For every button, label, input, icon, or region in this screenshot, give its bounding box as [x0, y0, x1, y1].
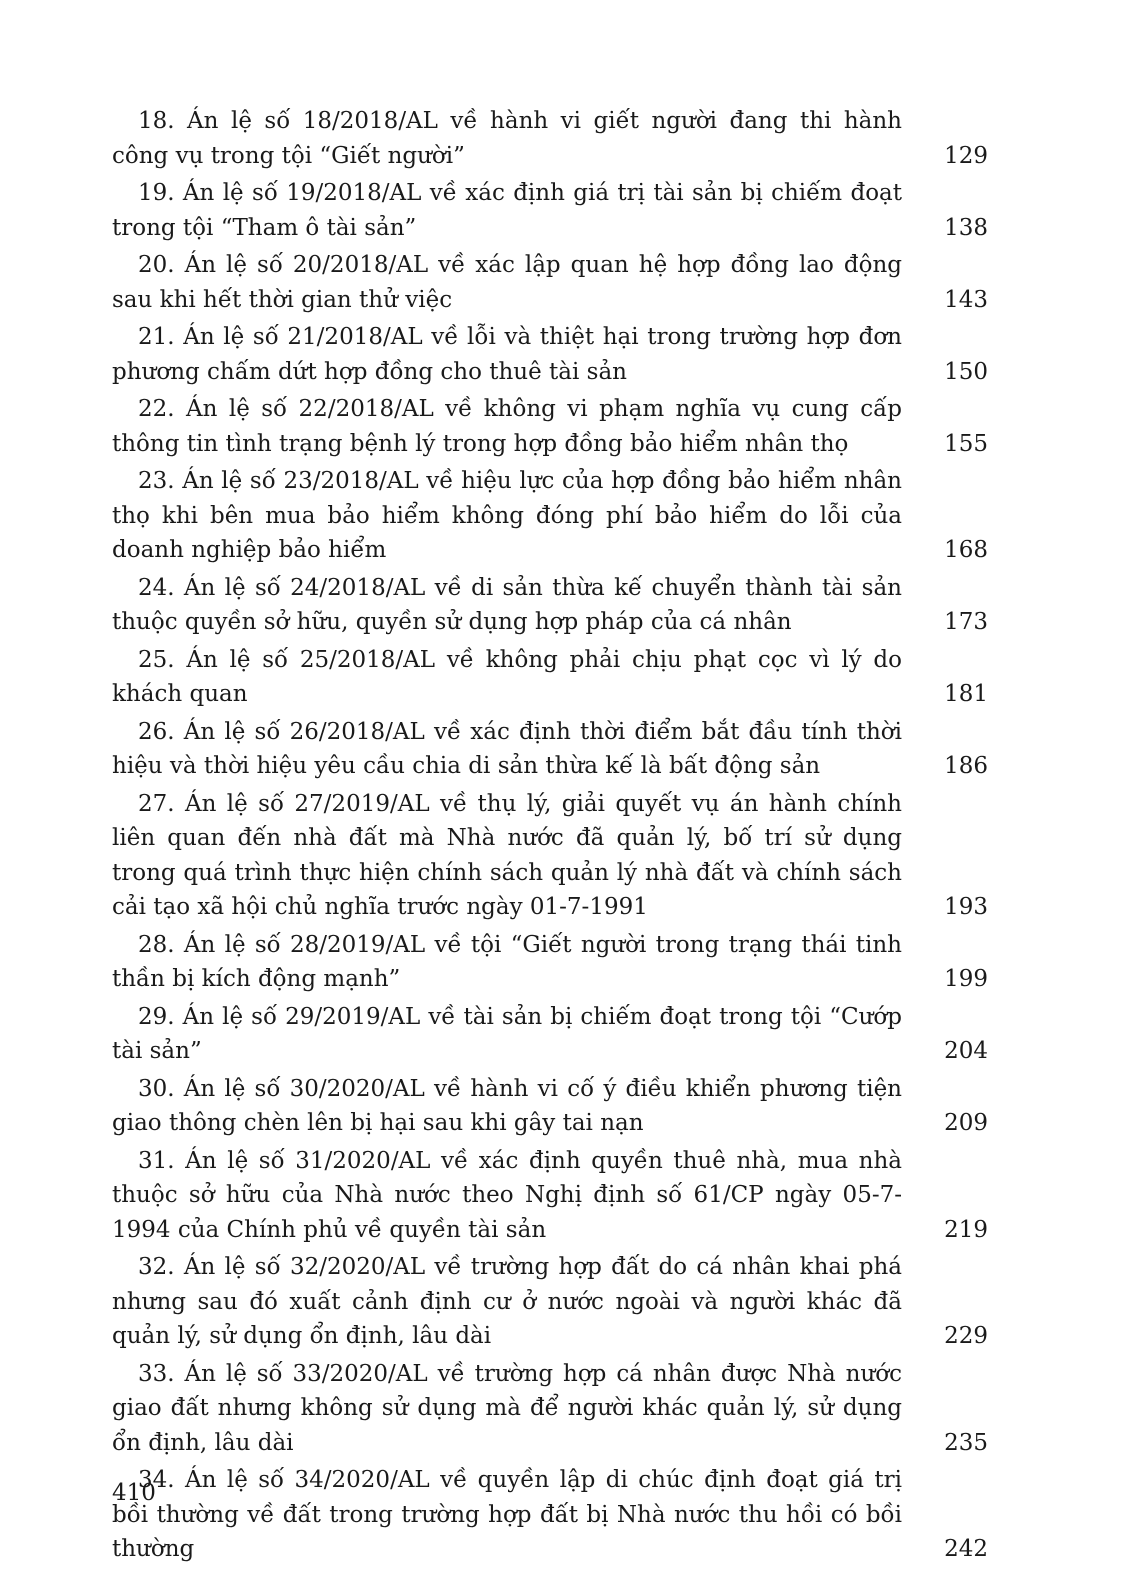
toc-entry	[112, 176, 988, 245]
toc-entry	[112, 104, 988, 173]
toc-entry-title: 33. Án lệ số 33/2020/AL về trường hợp cá nhân được Nhà nước giao đất nhưng không sử dụng mà để người khác quản lý, sử dụng ổn định, lâu dài	[112, 1360, 902, 1456]
toc-entry-page: 235	[944, 1429, 988, 1456]
toc-entry	[112, 464, 988, 568]
toc-entry-title: 26. Án lệ số 26/2018/AL về xác định thời điểm bắt đầu tính thời hiệu và thời hiệu yêu cầu chia di sản thừa kế là bất động sản	[112, 718, 902, 779]
toc-entry	[112, 1250, 988, 1354]
toc-entry-page: 155	[944, 430, 988, 457]
toc-entry-title: 22. Án lệ số 22/2018/AL về không vi phạm nghĩa vụ cung cấp thông tin tình trạng bệnh lý trong hợp đồng bảo hiểm nhân thọ	[112, 396, 902, 457]
toc-entry-page: 204	[944, 1038, 988, 1064]
toc-entry	[112, 787, 988, 925]
toc-entry-title: 32. Án lệ số 32/2020/AL về trường hợp đất do cá nhân khai phá nhưng sau đó xuất cảnh định cư ở nước ngoài và người khác đã quản lý, sử dụng ổn định, lâu dài	[112, 1254, 902, 1349]
toc-entry-page: 242	[944, 1536, 988, 1562]
toc-entry	[112, 1463, 988, 1567]
toc-entry-page: 199	[944, 966, 988, 992]
toc-entry	[112, 715, 988, 784]
toc-entry-page: 173	[944, 609, 988, 635]
toc-entry	[112, 571, 988, 640]
toc-entry	[112, 1357, 988, 1461]
toc-entry-page: 143	[944, 286, 988, 313]
toc-entry	[112, 320, 988, 389]
toc-entry-title: 21. Án lệ số 21/2018/AL về lỗi và thiệt hại trong trường hợp đơn phương chấm dứt hợp đồng cho thuê tài sản	[112, 324, 902, 385]
toc-entry	[112, 643, 988, 712]
toc-entry-title: 19. Án lệ số 19/2018/AL về xác định giá trị tài sản bị chiếm đoạt trong tội “Tham ô tài sản”	[112, 180, 902, 241]
toc-entry-page: 181	[944, 681, 988, 707]
toc-entry-title: 23. Án lệ số 23/2018/AL về hiệu lực của hợp đồng bảo hiểm nhân thọ khi bên mua bảo hiểm không đóng phí bảo hiểm do lỗi của doanh nghiệp bảo hiểm	[112, 468, 902, 563]
page-number: 410	[112, 1480, 156, 1506]
toc-entry-page: 129	[944, 142, 988, 169]
toc-entry-title: 31. Án lệ số 31/2020/AL về xác định quyền thuê nhà, mua nhà thuộc sở hữu của Nhà nước theo Nghị định số 61/CP ngày 05-7-1994 của Chính phủ về quyền tài sản	[112, 1147, 902, 1243]
toc-entry-title: 25. Án lệ số 25/2018/AL về không phải chịu phạt cọc vì lý do khách quan	[112, 646, 902, 707]
toc-entry-page: 209	[944, 1110, 988, 1136]
toc-entry-title: 18. Án lệ số 18/2018/AL về hành vi giết người đang thi hành công vụ trong tội “Giết người”	[112, 108, 902, 169]
toc-entry-page: 138	[944, 214, 988, 241]
toc-entry-title: 24. Án lệ số 24/2018/AL về di sản thừa kế chuyển thành tài sản thuộc quyền sở hữu, quyền sử dụng hợp pháp của cá nhân	[112, 574, 902, 635]
toc-entry-title: 34. Án lệ số 34/2020/AL về quyền lập di chúc định đoạt giá trị bồi thường về đất trong trường hợp đất bị Nhà nước thu hồi có bồi thường	[112, 1467, 902, 1562]
toc-entry-page: 168	[944, 537, 988, 563]
toc-entry	[112, 248, 988, 317]
toc-entry-page: 186	[944, 753, 988, 779]
toc-entry-page: 150	[944, 358, 988, 385]
toc-entry	[112, 1000, 988, 1069]
toc-entry	[112, 928, 988, 997]
toc-entry-title: 20. Án lệ số 20/2018/AL về xác lập quan hệ hợp đồng lao động sau khi hết thời gian thử việc	[112, 252, 902, 313]
toc-entry	[112, 1072, 988, 1141]
toc-entry-page: 229	[944, 1323, 988, 1349]
toc-entry-title: 28. Án lệ số 28/2019/AL về tội “Giết người trong trạng thái tinh thần bị kích động mạnh”	[112, 931, 902, 992]
table-of-contents	[112, 104, 988, 1570]
toc-entry-title: 29. Án lệ số 29/2019/AL về tài sản bị chiếm đoạt trong tội “Cướp tài sản”	[112, 1003, 902, 1064]
toc-entry	[112, 1144, 988, 1248]
toc-entry-page: 219	[944, 1216, 988, 1243]
toc-entry-title: 30. Án lệ số 30/2020/AL về hành vi cố ý điều khiển phương tiện giao thông chèn lên bị hại sau khi gây tai nạn	[112, 1075, 902, 1136]
toc-entry-page: 193	[944, 894, 988, 920]
toc-entry	[112, 392, 988, 461]
toc-entry-title: 27. Án lệ số 27/2019/AL về thụ lý, giải quyết vụ án hành chính liên quan đến nhà đất mà Nhà nước đã quản lý, bố trí sử dụng trong quá trình thực hiện chính sách quản lý nhà đất và chính sách cải tạo xã hội chủ nghĩa trước ngày 01-7-1991	[112, 790, 902, 920]
